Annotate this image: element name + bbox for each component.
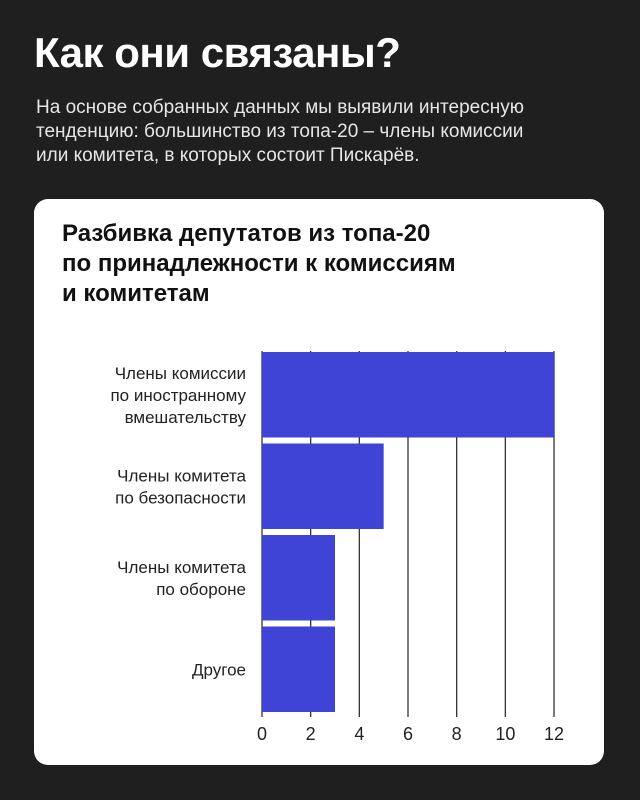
category-label: [117, 558, 246, 599]
chart-title-line: Разбивка депутатов из топа-20: [62, 220, 431, 247]
category-label: [115, 466, 246, 507]
lead-line: На основе собранных данных мы выявили интересную: [36, 97, 524, 118]
chart-card: [34, 199, 604, 765]
x-tick-label: 0: [256, 724, 268, 744]
category-label-line: по обороне: [156, 579, 246, 599]
category-label-line: Члены комитета: [117, 557, 246, 577]
category-label-line: по безопасности: [115, 488, 246, 508]
lead-text: [36, 96, 616, 168]
category-label: [110, 364, 246, 427]
x-tick-label: 12: [543, 724, 565, 744]
x-tick-label: 4: [354, 724, 365, 744]
x-tick-label: 6: [402, 724, 414, 744]
chart-title-line: и комитетам: [62, 280, 210, 307]
category-label-line: Другое: [191, 660, 246, 680]
page-title: Как они связаны?: [34, 29, 401, 76]
bar: [262, 535, 335, 621]
category-label-line: Члены комиссии: [114, 363, 246, 383]
bar: [262, 352, 554, 438]
category-label: [192, 660, 246, 679]
x-tick-label: 8: [451, 724, 462, 744]
chart-title-line: по принадлежности к комиссиям: [62, 250, 456, 277]
lead-line: тенденцию: большинство из топа-20 – члены комиссии: [36, 121, 524, 142]
category-label-line: Члены комитета: [117, 466, 246, 486]
x-tick-label: 2: [305, 724, 316, 744]
category-label-line: по иностранному: [110, 385, 246, 405]
bar: [262, 627, 335, 713]
lead-line: или комитета, в которых состоит Пискарёв.: [36, 145, 420, 166]
category-label-line: вмешательству: [124, 407, 246, 427]
bar: [262, 444, 384, 530]
bar-chart: [34, 199, 604, 765]
x-tick-label: 10: [495, 724, 516, 744]
